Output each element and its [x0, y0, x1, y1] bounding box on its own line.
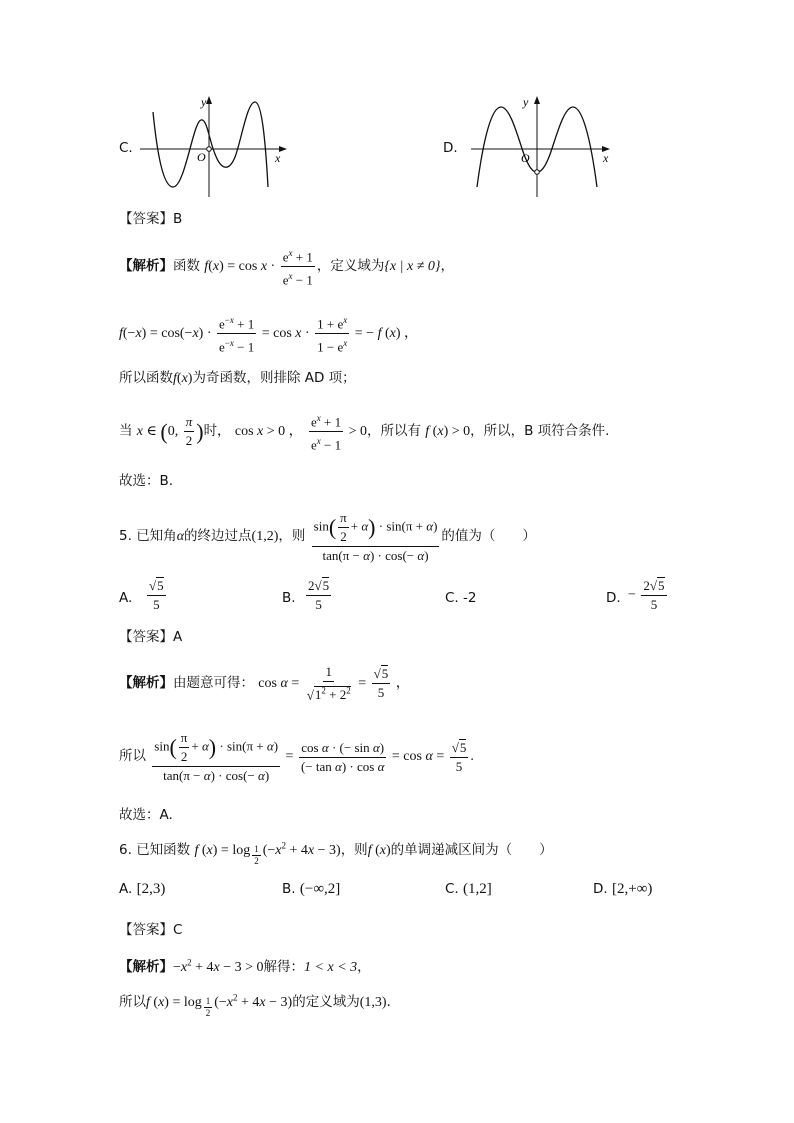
graph-d — [463, 92, 623, 202]
q4-answer: 【答案】B — [119, 211, 183, 227]
q5-option-c: C. -2 — [445, 590, 477, 606]
q6-option-a: A. [2,3) — [119, 881, 166, 897]
q4-analysis-line3: 所以函数f(x)为奇函数，则排除 AD 项； — [119, 370, 356, 386]
graph-c-y-arrow — [206, 96, 212, 104]
q5-option-b-label: B. — [282, 590, 296, 606]
q6-option-d: D. [2,+∞) — [593, 881, 653, 897]
q6-analysis-line1: 【解析】$-x^2 + 4x - 3 > 0$解得：1 < x < 3， — [119, 957, 371, 975]
graph-c-x-label: x — [275, 151, 281, 165]
graph-c-origin: O — [197, 150, 206, 164]
q6-analysis-line2: 所以f (x) = log $_{\frac{1}{2}}$ $(-x^2 + 4x - 3)$的定义域为(1,3). — [119, 992, 391, 1019]
graph-d-origin: O — [521, 151, 530, 165]
q5-option-d-value: − $\frac{2√5}{5}$ — [628, 578, 665, 612]
option-d-label: D. — [443, 140, 458, 156]
q5-answer: 【答案】A — [119, 629, 183, 645]
q4-analysis-line1: 【解析】函数 f(x) = cos x · $\frac{e^x + 1}{e^x - 1}$ ，定义域为{x | x ≠ 0}， — [119, 245, 454, 289]
graph-c-curve — [153, 102, 268, 187]
q5-option-b-value: $\frac{2√5}{5}$ — [308, 578, 330, 612]
q5-choose: 故选：A. — [119, 807, 173, 823]
q6-option-c: C. (1,2] — [445, 881, 492, 897]
q5-stem: 5. 已知角α的终边过点(1,2)，则 sin( $\frac{\pi}{2}$ + α) · sin(π + α) tan(π − α) · cos(− α) 的值为（ ） — [119, 510, 536, 563]
q6-answer: 【答案】C — [119, 922, 183, 938]
q5-analysis-line1: 【解析】由题意可得： cos α = $\frac{1}{√1^2 + 2^2}$ = $\frac{√5}{5}$ ， — [119, 664, 410, 703]
q6-stem: 6. 已知函数 f (x) = log $_{\frac{1}{2}}$ $(-x^2 + 4x - 3)$，则f (x)的单调递减区间为（ ） — [119, 840, 553, 867]
q4-analysis-line2: f(−x) = cos(−x) · $\frac{e^{-x} + 1}{e^{-x} - 1}$ = cos x · $\frac{1 + e^x}{1 - e^x}$ = − f (x) ， — [119, 312, 418, 356]
graph-d-x-label: x — [603, 151, 609, 165]
option-c-label: C. — [119, 140, 133, 156]
q4-analysis-line4: 当 x ∈ (0, $\frac{\pi}{2}$ )时， cos x > 0 ， $\frac{e^x + 1}{e^x - 1}$ > 0，所以有 f (x) > 0，所以，B 项符合条件. — [119, 410, 609, 454]
graph-d-open-point — [535, 170, 540, 175]
graph-c-y-label: y — [201, 95, 207, 109]
q4-choose: 故选：B. — [119, 473, 174, 489]
q5-analysis-line2: 所以 sin( $\frac{\pi}{2}$ + α) · sin(π + α) tan(π − α) · cos(− α) = $\frac{\text{cos α · (− sin α)}}{\text{(− tan α) · cos α}}$ = cos α = $\frac{√5}{5}$ . — [119, 730, 474, 783]
q6-option-b: B. (−∞,2] — [282, 881, 341, 897]
q5-option-a-label: A. — [119, 590, 133, 606]
graph-d-y-label: y — [523, 95, 529, 109]
q5-option-d-label: D. — [606, 590, 621, 606]
graph-c-open-point — [207, 147, 212, 152]
graph-d-y-arrow — [534, 96, 540, 104]
q5-option-a-value: $\frac{√5}{5}$ — [149, 578, 164, 612]
graph-c — [135, 92, 295, 202]
